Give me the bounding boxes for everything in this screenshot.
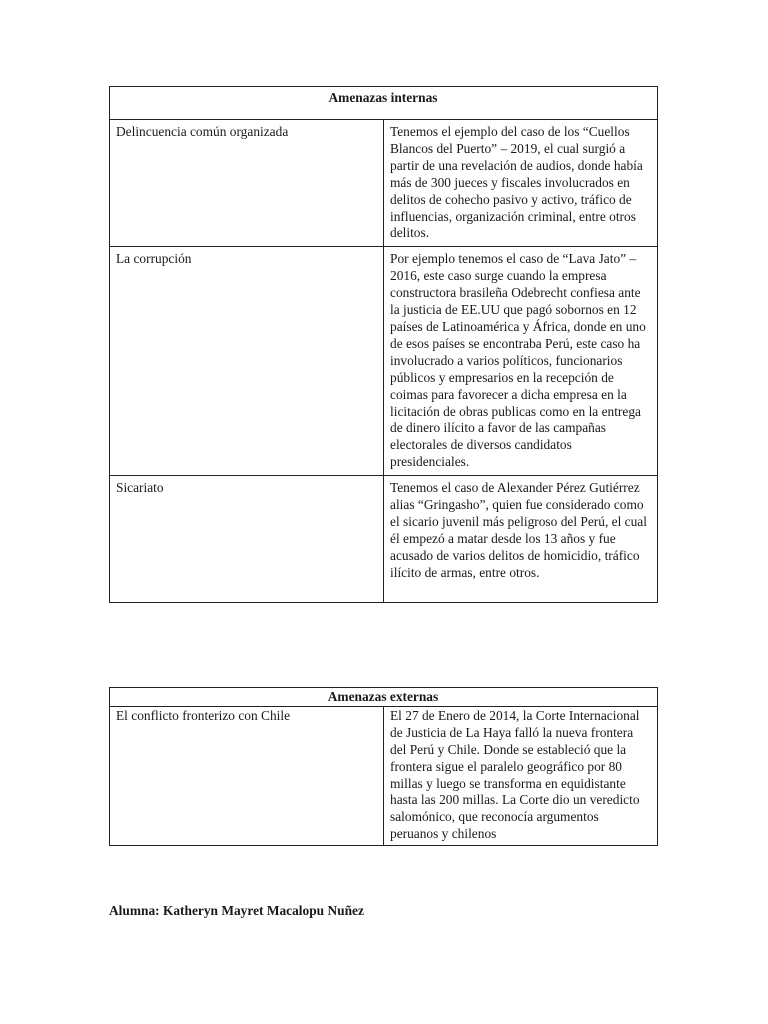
threat-cell [110, 706, 384, 845]
threat-example: El 27 de Enero de 2014, la Corte Internacional de Justicia de La Haya falló la nueva frontera del Perú y Chile. Donde se estableció que la frontera sigue el paralelo geográfico por 80 millas y luego se transforma en equidistante hasta las 200 millas. La Corte dio un veredicto salomónico, que reconocía argumentos peruanos y chilenos [390, 707, 640, 842]
student-name-line: Alumna: Katheryn Mayret Macalopu Nuñez [109, 903, 364, 918]
external-threats-title: Amenazas externas [110, 688, 658, 707]
threat-name: La corrupción [116, 251, 192, 267]
threat-name: Delincuencia común organizada [116, 124, 289, 139]
example-cell [384, 706, 658, 845]
example-cell [384, 476, 658, 602]
threat-name: El conflicto fronterizo con Chile [116, 707, 291, 723]
example-cell [384, 120, 658, 247]
internal-threats-table [109, 86, 658, 603]
threat-example: Tenemos el caso de Alexander Pérez Gutiérrez alias “Gringasho”, quien fue considerado como el sicario juvenil más peligroso del Perú, el cual él empezó a matar desde los 13 años y fue acusado de varios delitos de homicidio, tráfico ilícito de armas, entre otros. [390, 480, 647, 580]
threat-cell [110, 247, 384, 476]
table-header-row [110, 688, 658, 707]
threat-cell [110, 120, 384, 247]
threat-example: Por ejemplo tenemos el caso de “Lava Jato” – 2016, este caso surge cuando la empresa constructora brasileña Odebrecht confiesa ante la justicia de EE.UU que pagó sobornos en 12 países de Latinoamérica y África, donde en uno de esos países se encontraba Perú, este caso ha involucrado a varios políticos, funcionarios públicos y empresarios en la recepción de coimas para favorecer a dicha empresa en la licitación de obras publicas como en la entrega de dinero ilícito a favor de las campañas electorales de diversos candidatos presidenciales. [390, 251, 646, 470]
external-threats-table [109, 687, 658, 846]
threat-example: Tenemos el ejemplo del caso de los “Cuellos Blancos del Puerto” – 2019, el cual surgió a partir de una revelación de audios, donde había más de 300 jueces y fiscales involucrados en delitos de cohecho pasivo y activo, tráfico de influencias, organización criminal, entre otros delitos. [390, 124, 643, 241]
internal-threats-title: Amenazas internas [110, 87, 658, 120]
table-row [110, 476, 658, 602]
table-row [110, 706, 658, 845]
threat-cell [110, 476, 384, 602]
example-cell [384, 247, 658, 476]
table-row [110, 120, 658, 247]
table-row [110, 247, 658, 476]
table-header-row [110, 87, 658, 120]
threat-name: Sicariato [116, 480, 164, 496]
